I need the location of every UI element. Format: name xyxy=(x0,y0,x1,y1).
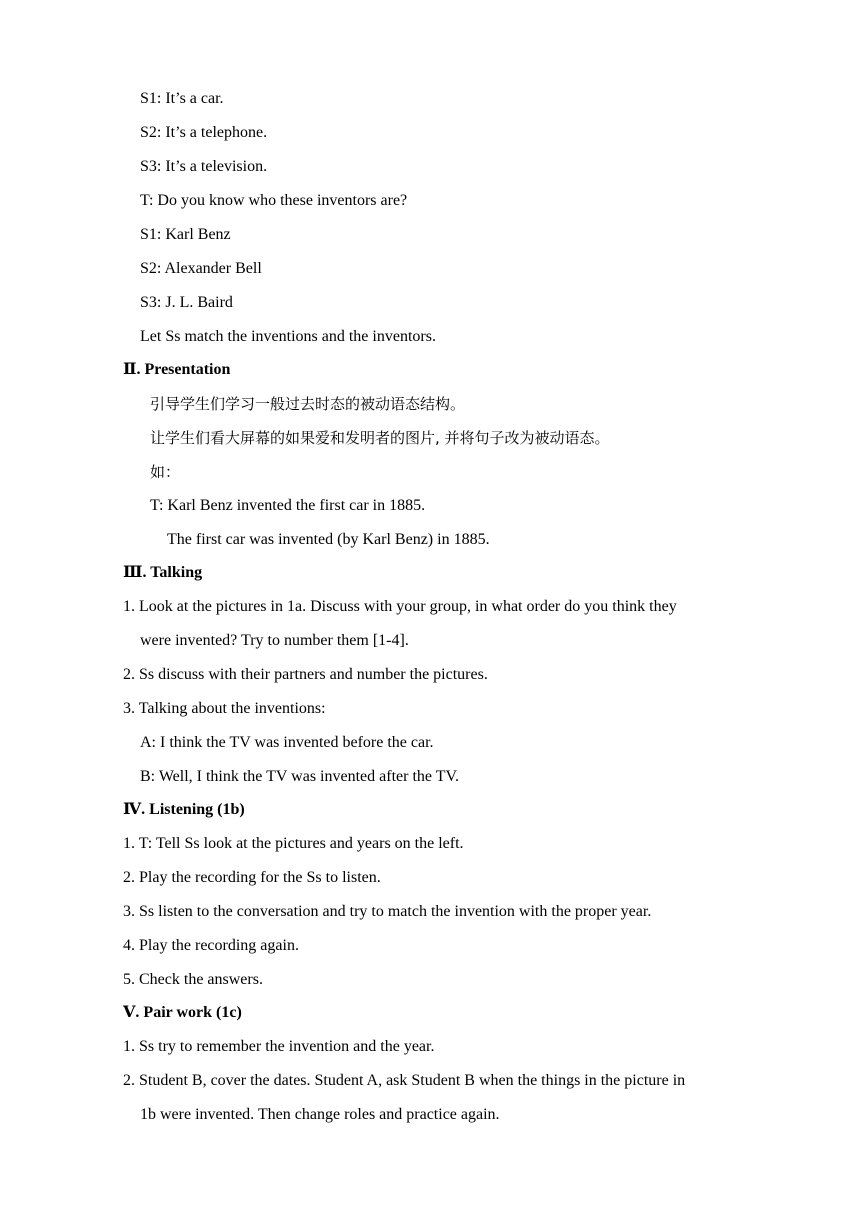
pair-work-item-1: 1. Ss try to remember the invention and the year. xyxy=(123,1038,435,1055)
dialog-line-s3-baird: S3: J. L. Baird xyxy=(140,294,233,311)
presentation-line-1: 引导学生们学习一般过去时态的被动语态结构。 xyxy=(150,395,466,413)
talking-item-3: 3. Talking about the inventions: xyxy=(123,700,326,717)
listening-item-2: 2. Play the recording for the Ss to listen. xyxy=(123,869,381,886)
pair-work-item-2-line-1: 2. Student B, cover the dates. Student A, ask Student B when the things in the picture in xyxy=(123,1072,686,1089)
section-heading-listening xyxy=(123,800,245,820)
dialog-line-t-question: T: Do you know who these inventors are? xyxy=(140,192,408,209)
section-numeral: Ⅳ xyxy=(123,801,142,818)
section-heading-presentation xyxy=(123,360,230,380)
talking-item-1-line-2: were invented? Try to number them [1-4]. xyxy=(140,632,409,649)
listening-item-5: 5. Check the answers. xyxy=(123,971,263,988)
pair-work-item-2-line-2: 1b were invented. Then change roles and practice again. xyxy=(140,1106,500,1123)
listening-item-4: 4. Play the recording again. xyxy=(123,937,299,954)
dialog-line-s2-bell: S2: Alexander Bell xyxy=(140,260,262,277)
dialog-line-s1-car: S1: It’s a car. xyxy=(140,90,224,107)
section-title: . Pair work (1c) xyxy=(135,1004,242,1021)
talking-item-1-line-1: 1. Look at the pictures in 1a. Discuss with your group, in what order do you think they xyxy=(123,598,677,615)
section-title: . Listening (1b) xyxy=(141,801,245,818)
section-numeral: Ⅱ xyxy=(123,361,137,378)
presentation-line-2: 让学生们看大屏幕的如果爱和发明者的图片, 并将句子改为被动语态。 xyxy=(150,429,610,447)
section-heading-pair-work xyxy=(123,1003,242,1023)
section-title: . Presentation xyxy=(136,361,231,378)
listening-item-1: 1. T: Tell Ss look at the pictures and years on the left. xyxy=(123,835,464,852)
dialog-line-b: B: Well, I think the TV was invented after the TV. xyxy=(140,768,459,785)
section-numeral: Ⅲ xyxy=(123,564,143,581)
dialog-line-a: A: I think the TV was invented before the car. xyxy=(140,734,434,751)
listening-item-3: 3. Ss listen to the conversation and try to match the invention with the proper year. xyxy=(123,903,652,920)
match-instruction: Let Ss match the inventions and the inventors. xyxy=(140,328,436,345)
passive-sentence: The first car was invented (by Karl Benz) in 1885. xyxy=(167,531,490,548)
example-label: 如： xyxy=(150,463,181,481)
section-title: . Talking xyxy=(142,564,203,581)
active-sentence: T: Karl Benz invented the first car in 1885. xyxy=(150,497,426,514)
section-numeral: Ⅴ xyxy=(123,1004,136,1021)
talking-item-2: 2. Ss discuss with their partners and number the pictures. xyxy=(123,666,488,683)
dialog-line-s3-television: S3: It’s a television. xyxy=(140,158,268,175)
section-heading-talking xyxy=(123,563,202,583)
dialog-line-s2-telephone: S2: It’s a telephone. xyxy=(140,124,268,141)
dialog-line-s1-benz: S1: Karl Benz xyxy=(140,226,231,243)
